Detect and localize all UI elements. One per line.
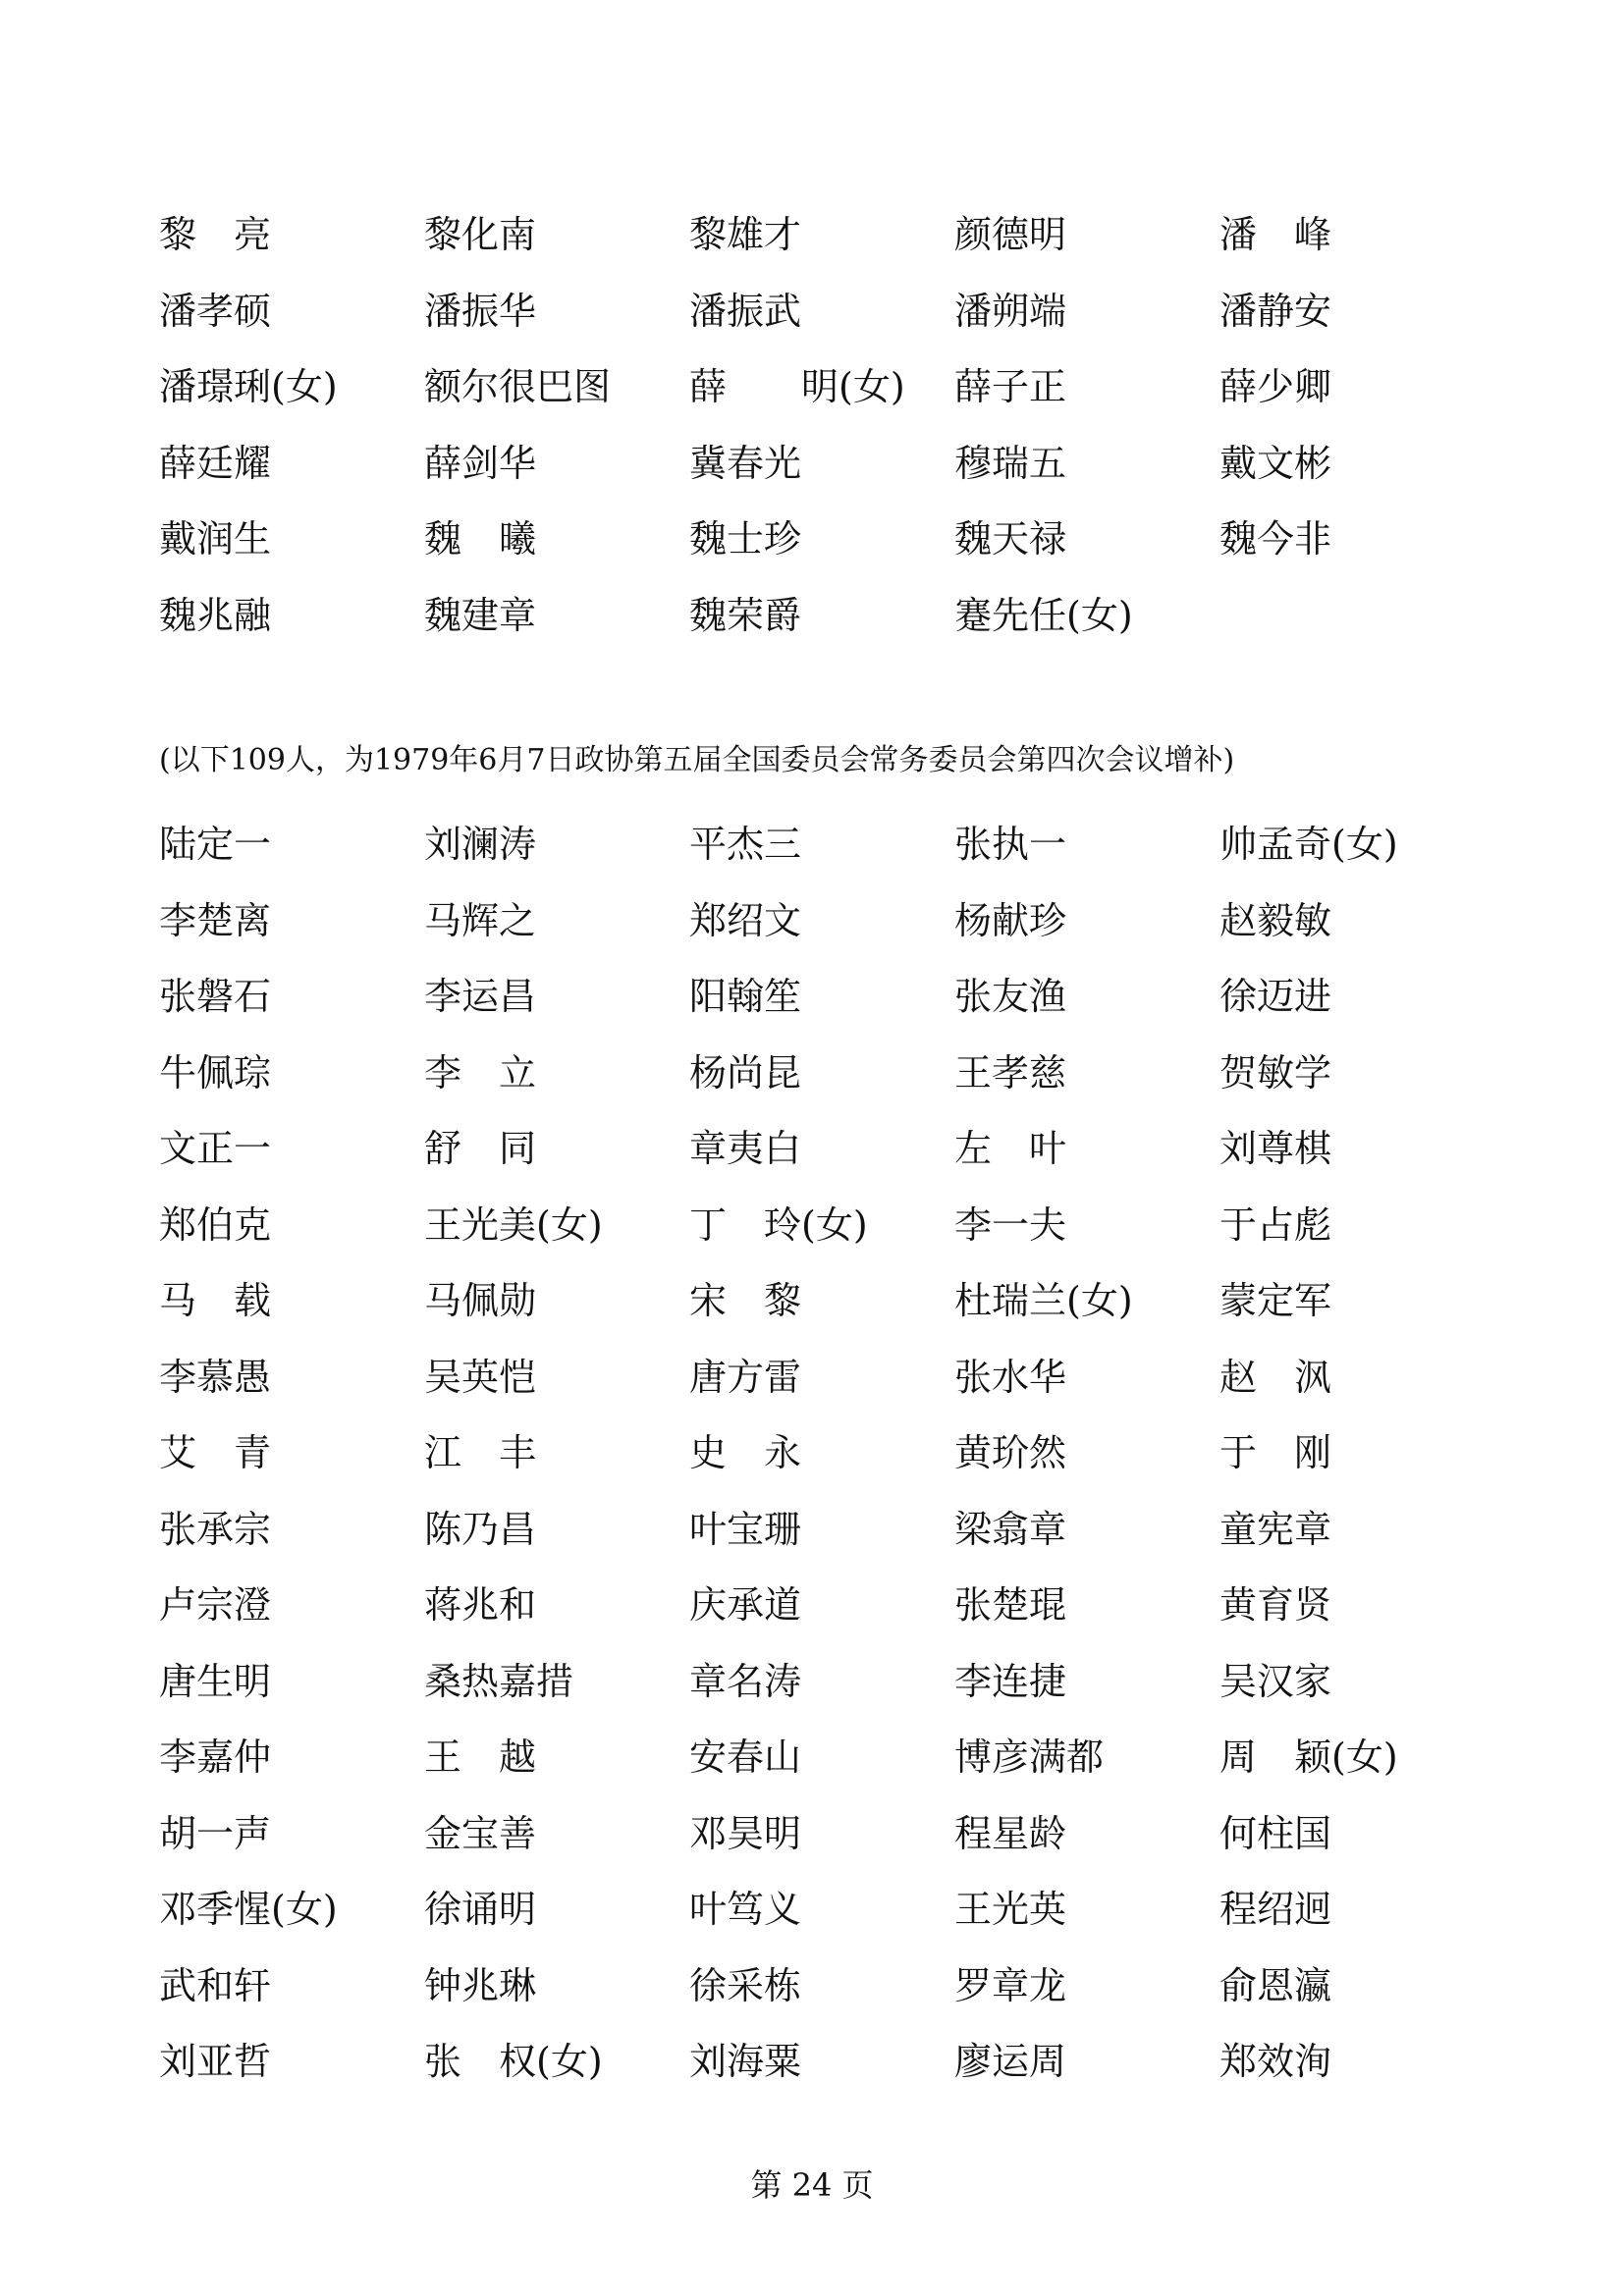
person-name: 唐方雷 xyxy=(689,1355,802,1399)
person-name: 魏兆融 xyxy=(159,593,272,637)
person-name: 潘振华 xyxy=(424,289,537,333)
person-name: 薛 明(女) xyxy=(689,365,905,408)
name-row xyxy=(159,365,1534,445)
name-row xyxy=(159,1659,1534,1739)
person-name: 阳翰笙 xyxy=(689,975,802,1018)
person-name: 唐生明 xyxy=(159,1659,272,1703)
person-name: 叶笃义 xyxy=(689,1888,802,1931)
person-name: 张友渔 xyxy=(954,975,1067,1018)
person-name: 贺敏学 xyxy=(1219,1050,1332,1095)
person-name: 桑热嘉措 xyxy=(424,1659,574,1703)
person-name: 武和轩 xyxy=(159,1963,272,2007)
person-name: 薛廷耀 xyxy=(159,441,272,485)
person-name: 罗章龙 xyxy=(954,1963,1067,2007)
person-name: 潘朔端 xyxy=(954,289,1067,333)
person-name: 黎化南 xyxy=(424,213,537,256)
person-name: 马佩勋 xyxy=(424,1279,537,1322)
person-name: 于占彪 xyxy=(1219,1202,1332,1247)
person-name: 李一夫 xyxy=(954,1202,1067,1247)
name-row xyxy=(159,213,1534,293)
person-name: 薛剑华 xyxy=(424,441,537,485)
person-name: 丁 玲(女) xyxy=(689,1202,868,1247)
page-number: 第 24 页 xyxy=(750,2166,874,2204)
person-name: 牛佩琮 xyxy=(159,1050,272,1095)
person-name: 史 永 xyxy=(689,1431,802,1474)
person-name: 马 载 xyxy=(159,1279,272,1322)
person-name: 魏今非 xyxy=(1219,517,1332,561)
name-row xyxy=(159,2040,1534,2119)
person-name: 潘振武 xyxy=(689,289,802,333)
person-name: 安春山 xyxy=(689,1735,802,1779)
person-name: 叶宝珊 xyxy=(689,1507,802,1551)
name-row xyxy=(159,593,1534,673)
person-name: 黎雄才 xyxy=(689,213,802,256)
person-name: 赵毅敏 xyxy=(1219,898,1332,942)
person-name: 魏士珍 xyxy=(689,517,802,561)
person-name: 李连捷 xyxy=(954,1659,1067,1703)
person-name: 潘孝硕 xyxy=(159,289,272,333)
person-name: 马辉之 xyxy=(424,898,537,942)
person-name: 帅孟奇(女) xyxy=(1219,823,1398,866)
person-name: 杨献珍 xyxy=(954,898,1067,942)
person-name: 蒙定军 xyxy=(1219,1279,1332,1322)
name-list-section-1 xyxy=(159,213,1534,672)
person-name: 陆定一 xyxy=(159,823,272,866)
person-name: 博彦满都 xyxy=(954,1735,1105,1779)
person-name: 庆承道 xyxy=(689,1583,802,1627)
name-row xyxy=(159,1279,1534,1359)
person-name: 薛少卿 xyxy=(1219,365,1332,408)
person-name: 蹇先任(女) xyxy=(954,593,1133,637)
person-name: 张 权(女) xyxy=(424,2040,603,2083)
person-name: 魏建章 xyxy=(424,593,537,637)
person-name: 于 刚 xyxy=(1219,1431,1332,1474)
person-name: 刘亚哲 xyxy=(159,2040,272,2083)
person-name: 赵 沨 xyxy=(1219,1355,1332,1399)
person-name: 潘璟琍(女) xyxy=(159,365,338,408)
person-name: 黄玠然 xyxy=(954,1431,1067,1474)
person-name: 廖运周 xyxy=(954,2040,1067,2083)
person-name: 黎 亮 xyxy=(159,213,272,256)
person-name: 江 丰 xyxy=(424,1431,537,1474)
name-row xyxy=(159,1583,1534,1663)
person-name: 额尔很巴图 xyxy=(424,365,612,408)
person-name: 王 越 xyxy=(424,1735,537,1779)
name-row xyxy=(159,289,1534,369)
person-name: 李运昌 xyxy=(424,975,537,1018)
person-name: 王光英 xyxy=(954,1888,1067,1931)
person-name: 郑伯克 xyxy=(159,1202,272,1247)
name-row xyxy=(159,441,1534,521)
person-name: 王光美(女) xyxy=(424,1202,603,1247)
person-name: 刘海粟 xyxy=(689,2040,802,2083)
person-name: 张承宗 xyxy=(159,1507,272,1551)
person-name: 魏天禄 xyxy=(954,517,1067,561)
person-name: 杜瑞兰(女) xyxy=(954,1279,1133,1322)
name-row xyxy=(159,975,1534,1054)
person-name: 郑效洵 xyxy=(1219,2040,1332,2083)
person-name: 戴润生 xyxy=(159,517,272,561)
person-name: 王孝慈 xyxy=(954,1050,1067,1095)
person-name: 艾 青 xyxy=(159,1431,272,1474)
person-name: 李 立 xyxy=(424,1050,537,1095)
person-name: 郑绍文 xyxy=(689,898,802,942)
person-name: 张磐石 xyxy=(159,975,272,1018)
person-name: 陈乃昌 xyxy=(424,1507,537,1551)
person-name: 张执一 xyxy=(954,823,1067,866)
supplement-note: (以下109人，为1979年6月7日政协第五届全国委员会常务委员会第四次会议增补) xyxy=(159,743,1235,777)
person-name: 徐诵明 xyxy=(424,1888,537,1931)
person-name: 邓昊明 xyxy=(689,1811,802,1855)
person-name: 吴英恺 xyxy=(424,1355,537,1399)
person-name: 钟兆琳 xyxy=(424,1963,537,2007)
name-row xyxy=(159,1963,1534,2044)
person-name: 宋 黎 xyxy=(689,1279,802,1322)
person-name: 左 叶 xyxy=(954,1127,1067,1170)
name-row xyxy=(159,517,1534,597)
person-name: 梁翕章 xyxy=(954,1507,1067,1551)
person-name: 何柱国 xyxy=(1219,1811,1332,1855)
name-row xyxy=(159,898,1534,979)
person-name: 戴文彬 xyxy=(1219,441,1332,485)
name-row xyxy=(159,1888,1534,1967)
person-name: 魏荣爵 xyxy=(689,593,802,637)
person-name: 杨尚昆 xyxy=(689,1050,802,1095)
person-name: 张水华 xyxy=(954,1355,1067,1399)
name-row xyxy=(159,1355,1534,1435)
name-list-section-2 xyxy=(159,823,1534,2119)
person-name: 俞恩瀛 xyxy=(1219,1963,1332,2007)
person-name: 程绍迥 xyxy=(1219,1888,1332,1931)
person-name: 舒 同 xyxy=(424,1127,537,1170)
name-row xyxy=(159,1202,1534,1283)
person-name: 张楚琨 xyxy=(954,1583,1067,1627)
person-name: 颜德明 xyxy=(954,213,1067,256)
person-name: 胡一声 xyxy=(159,1811,272,1855)
person-name: 周 颖(女) xyxy=(1219,1735,1398,1779)
person-name: 潘静安 xyxy=(1219,289,1332,333)
person-name: 平杰三 xyxy=(689,823,802,866)
person-name: 李楚离 xyxy=(159,898,272,942)
person-name: 卢宗澄 xyxy=(159,1583,272,1627)
name-row xyxy=(159,1050,1534,1131)
name-row xyxy=(159,1735,1534,1815)
person-name: 蒋兆和 xyxy=(424,1583,537,1627)
person-name: 魏 曦 xyxy=(424,517,537,561)
person-name: 徐采栋 xyxy=(689,1963,802,2007)
person-name: 吴汉家 xyxy=(1219,1659,1332,1703)
person-name: 黄育贤 xyxy=(1219,1583,1332,1627)
person-name: 刘尊棋 xyxy=(1219,1127,1332,1170)
name-row xyxy=(159,1431,1534,1511)
person-name: 程星龄 xyxy=(954,1811,1067,1855)
person-name: 童宪章 xyxy=(1219,1507,1332,1551)
person-name: 冀春光 xyxy=(689,441,802,485)
person-name: 章夷白 xyxy=(689,1127,802,1170)
name-row xyxy=(159,1507,1534,1587)
name-row xyxy=(159,1127,1534,1206)
name-row xyxy=(159,823,1534,902)
person-name: 章名涛 xyxy=(689,1659,802,1703)
person-name: 金宝善 xyxy=(424,1811,537,1855)
name-row xyxy=(159,1811,1534,1892)
person-name: 薛子正 xyxy=(954,365,1067,408)
person-name: 文正一 xyxy=(159,1127,272,1170)
person-name: 邓季惺(女) xyxy=(159,1888,338,1931)
person-name: 穆瑞五 xyxy=(954,441,1067,485)
person-name: 刘澜涛 xyxy=(424,823,537,866)
person-name: 潘 峰 xyxy=(1219,213,1332,256)
person-name: 徐迈进 xyxy=(1219,975,1332,1018)
person-name: 李慕愚 xyxy=(159,1355,272,1399)
person-name: 李嘉仲 xyxy=(159,1735,272,1779)
